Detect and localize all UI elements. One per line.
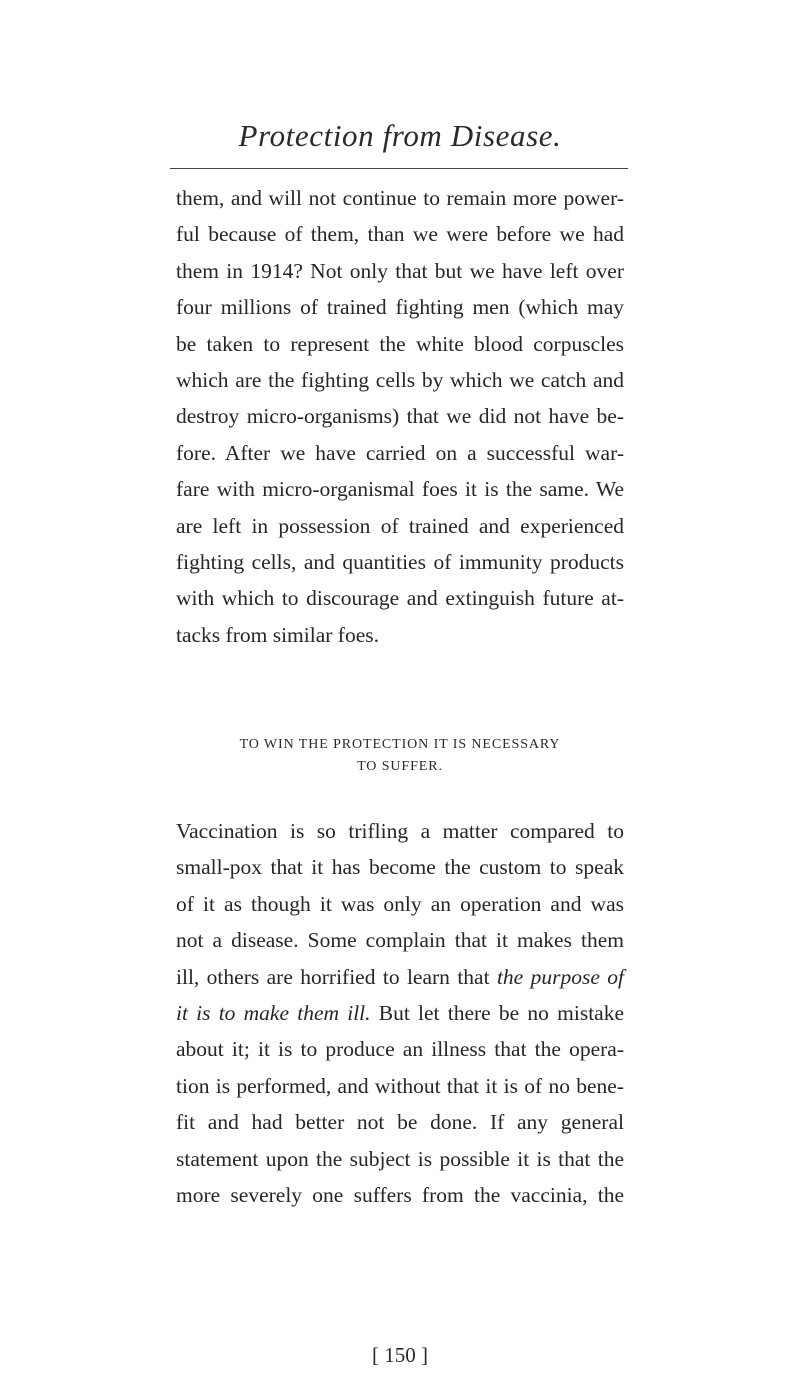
text-line: fighting cells, and quantities of immunity products	[176, 550, 624, 575]
text-line: of it as though it was only an operation and was	[176, 891, 624, 916]
text-line: small-pox that it has become the custom to speak	[176, 855, 624, 880]
emphasis-text: the purpose of	[496, 964, 624, 989]
text-run: But let there be no mistake	[370, 1001, 624, 1026]
section-heading-line-1: TO WIN THE PROTECTION IT IS NECESSARY	[239, 737, 561, 752]
text-line: tion is performed, and without that it is of no bene-	[176, 1073, 624, 1098]
text-line: are left in possession of trained and experienced	[176, 513, 624, 538]
text-line: tacks from similar foes.	[176, 622, 380, 647]
head-rule	[170, 168, 628, 169]
paragraph-1	[176, 180, 624, 653]
text-line: fore. After we have carried on a successful war-	[176, 440, 624, 465]
text-line: not a disease. Some complain that it makes them	[176, 928, 624, 953]
running-head: Protection from Disease.	[238, 118, 562, 153]
text-line: four millions of trained fighting men (which may	[176, 295, 624, 320]
page-number: [ 150 ]	[372, 1343, 428, 1367]
text-line: be taken to represent the white blood corpuscles	[176, 331, 624, 356]
text-line	[176, 959, 624, 995]
text-line: fare with micro-organismal foes it is the same. We	[176, 477, 624, 502]
text-line: with which to discourage and extinguish future at-	[176, 586, 624, 611]
text-line: which are the fighting cells by which we catch and	[176, 368, 624, 393]
text-line: about it; it is to produce an illness that the opera-	[176, 1037, 624, 1062]
emphasis-text: it is to make them ill.	[176, 1001, 371, 1026]
paragraph-2	[176, 813, 624, 1213]
section-heading	[176, 734, 624, 778]
text-line: destroy micro-organisms) that we did not have be-	[176, 404, 624, 429]
text-line: Vaccination is so trifling a matter compared to	[176, 819, 624, 843]
text-line: fit and had better not be done. If any general	[176, 1110, 624, 1135]
text-run: ill, others are horrified to learn that	[176, 964, 497, 989]
text-line: them in 1914? Not only that but we have left over	[176, 258, 624, 283]
text-line: more severely one suffers from the vaccinia, the	[176, 1183, 624, 1208]
section-heading-line-2: TO SUFFER.	[357, 759, 443, 774]
text-line: ful because of them, than we were before we had	[176, 222, 624, 247]
text-line: them, and will not continue to remain more power-	[176, 186, 624, 210]
text-line	[176, 995, 624, 1031]
text-line: statement upon the subject is possible it is that the	[176, 1146, 624, 1171]
